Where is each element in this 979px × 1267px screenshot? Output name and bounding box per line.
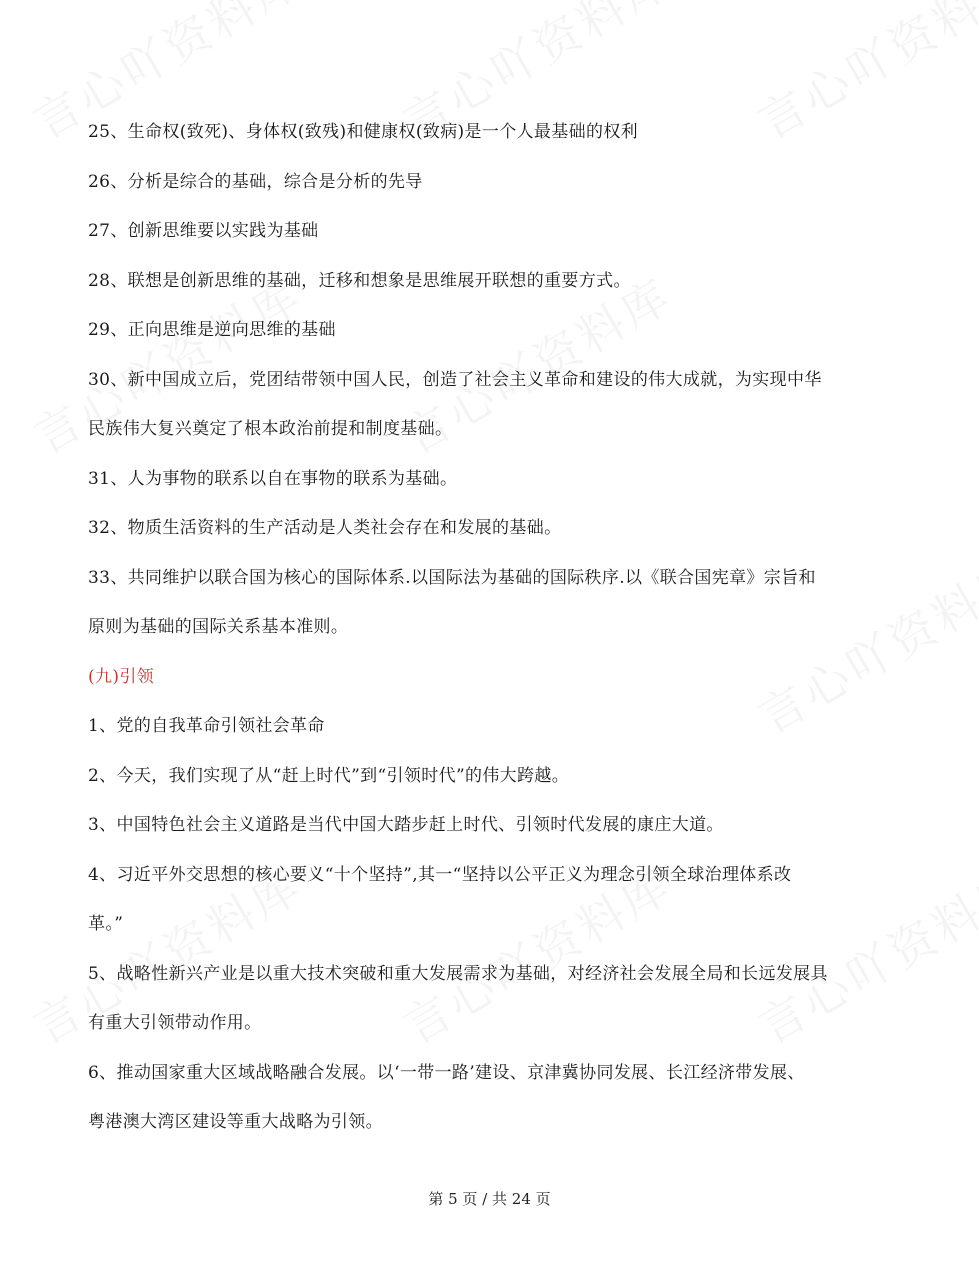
paragraph-line: 4、习近平外交思想的核心要义“十个坚持”,其一“坚持以公平正义为理念引领全球治理体系改 (88, 864, 792, 885)
paragraph-line: 2、今天，我们实现了从“赶上时代”到“引领时代”的伟大跨越。 (88, 765, 570, 786)
paragraph-line: 5、战略性新兴产业是以重大技术突破和重大发展需求为基础，对经济社会发展全局和长远发展具 (88, 963, 828, 984)
paragraph-line: 民族伟大复兴奠定了根本政治前提和制度基础。 (88, 419, 453, 439)
paragraph-line: 29、正向思维是逆向思维的基础 (88, 320, 336, 340)
paragraph-line: 32、物质生活资料的生产活动是人类社会存在和发展的基础。 (88, 518, 562, 538)
paragraph-line: 28、联想是创新思维的基础，迁移和想象是思维展开联想的重要方式。 (88, 270, 631, 291)
paragraph-line: 30、新中国成立后，党团结带领中国人民，创造了社会主义革命和建设的伟大成就，为实现中华 (88, 369, 822, 390)
section-heading: (九)引领 (88, 666, 155, 687)
paragraph-line: 有重大引领带动作用。 (88, 1013, 262, 1033)
paragraph-line: 6、推动国家重大区域战略融合发展。以‘一带一路’建设、京津冀协同发展、长江经济带发展、 (88, 1062, 805, 1083)
paragraph-line: 33、共同维护以联合国为核心的国际体系.以国际法为基础的国际秩序.以《联合国宪章》宗旨和 (88, 567, 816, 588)
paragraph-line: 26、分析是综合的基础，综合是分析的先导 (88, 171, 423, 192)
page-footer: 第 5 页 / 共 24 页 (428, 1190, 551, 1208)
paragraph-line: 25、生命权(致死)、身体权(致残)和健康权(致病)是一个人最基础的权利 (88, 122, 639, 142)
document-body (88, 108, 898, 1148)
paragraph-line: 31、人为事物的联系以自在事物的联系为基础。 (88, 468, 458, 489)
paragraph-line: 1、党的自我革命引领社会革命 (88, 716, 325, 736)
paragraph-line: 3、中国特色社会主义道路是当代中国大踏步赶上时代、引领时代发展的康庄大道。 (88, 815, 724, 835)
paragraph-line: 革。” (88, 914, 124, 934)
paragraph-line: 粤港澳大湾区建设等重大战略为引领。 (88, 1112, 383, 1132)
paragraph-line: 27、创新思维要以实践为基础 (88, 221, 319, 241)
paragraph-line: 原则为基础的国际关系基本准则。 (88, 617, 349, 637)
